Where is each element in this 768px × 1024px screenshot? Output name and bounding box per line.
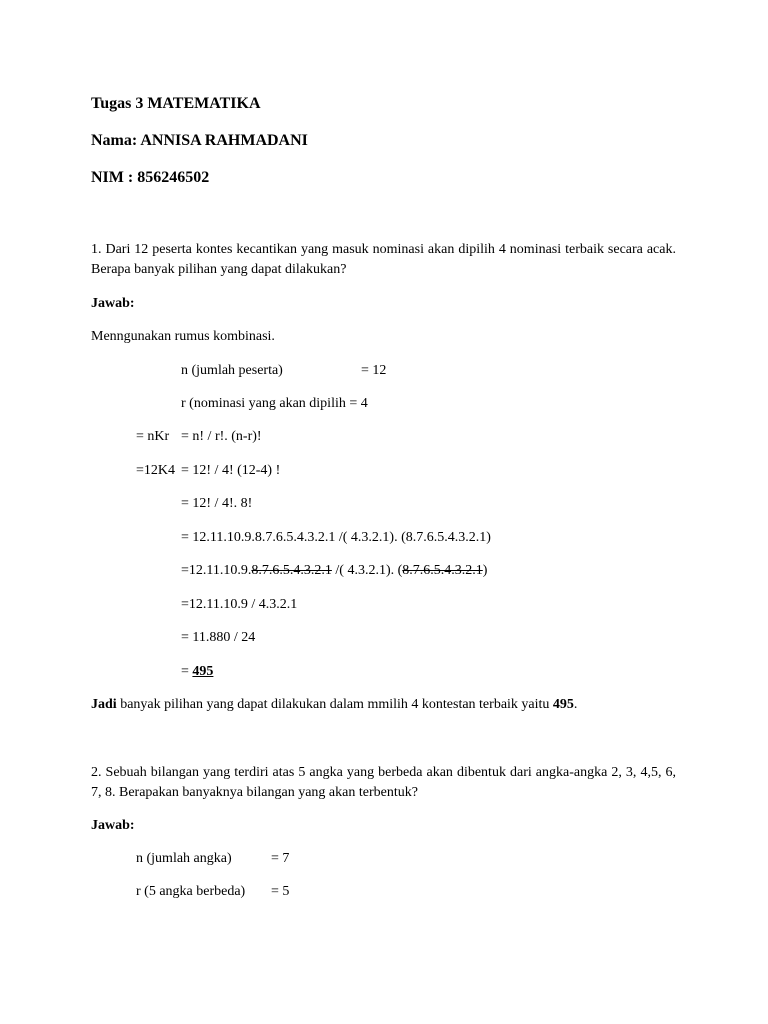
student-name: Nama: ANNISA RAHMADANI: [91, 132, 308, 149]
q1-step-4: =12.11.10.9 / 4.3.2.1: [181, 597, 298, 612]
student-nim: NIM : 856246502: [91, 169, 210, 186]
question-1-text: 1. Dari 12 peserta kontes kecantikan yang masuk nominasi akan dipilih 4 nominasi terbaik secara acak. Berapa banyak pilihan yang dapat dilakukan?: [91, 242, 676, 277]
q1-k-right: = 12! / 4! (12-4) !: [181, 463, 281, 478]
q1-step-2: = 12.11.10.9.8.7.6.5.4.3.2.1 /( 4.3.2.1). (8.7.6.5.4.3.2.1): [181, 530, 491, 545]
q1-conclusion: [91, 696, 577, 714]
q1-r-label: r (nominasi yang akan dipilih = 4: [181, 396, 368, 411]
q1-nkr-left: = nKr: [136, 429, 170, 444]
q2-n-label: n (jumlah angka): [136, 851, 232, 866]
q1-n-value: = 12: [361, 363, 387, 378]
q2-r-label: r (5 angka berbeda): [136, 884, 246, 899]
q1-conclusion-value: 495: [552, 697, 574, 712]
question-2-text: 2. Sebuah bilangan yang terdiri atas 5 angka yang berbeda akan dibentuk dari angka-angka 2, 3, 4,5, 6, 7, 8. Berapakan banyaknya bilangan yang akan terbentuk?: [91, 765, 676, 800]
q1-n-label: n (jumlah peserta): [181, 363, 283, 378]
q1-conclusion-text: banyak pilihan yang dapat dilakukan dalam mmilih 4 kontestan terbaik yaitu: [116, 697, 553, 712]
q1-result-value: 495: [192, 664, 214, 679]
q1-step-5: = 11.880 / 24: [181, 630, 256, 645]
q1-conclusion-jadi: Jadi: [91, 697, 117, 712]
doc-title: Tugas 3 MATEMATIKA: [91, 95, 261, 112]
q1-step-3-c: /( 4.3.2.1). (: [331, 563, 403, 578]
q1-step-3-e: ): [482, 563, 488, 578]
q1-step-3-a: =12.11.10.9.: [181, 563, 252, 578]
q1-step-3-struck-denominator: 8.7.6.5.4.3.2.1: [402, 563, 483, 578]
q1-jawab-label: Jawab:: [91, 296, 135, 311]
q1-intro: Menngunakan rumus kombinasi.: [91, 329, 275, 344]
q2-jawab-label: Jawab:: [91, 818, 135, 833]
q1-step-3-struck-numerator: 8.7.6.5.4.3.2.1: [251, 563, 332, 578]
q1-k-left: =12K4: [136, 463, 176, 478]
q1-step-1: = 12! / 4!. 8!: [181, 496, 253, 511]
q1-result-eq: =: [181, 664, 193, 679]
q1-result: [181, 663, 213, 681]
q1-conclusion-end: .: [573, 697, 578, 712]
q2-r-value: = 5: [271, 884, 290, 899]
q2-n-value: = 7: [271, 851, 290, 866]
q1-step-3: [181, 562, 487, 580]
q1-nkr-right: = n! / r!. (n-r)!: [181, 429, 262, 444]
